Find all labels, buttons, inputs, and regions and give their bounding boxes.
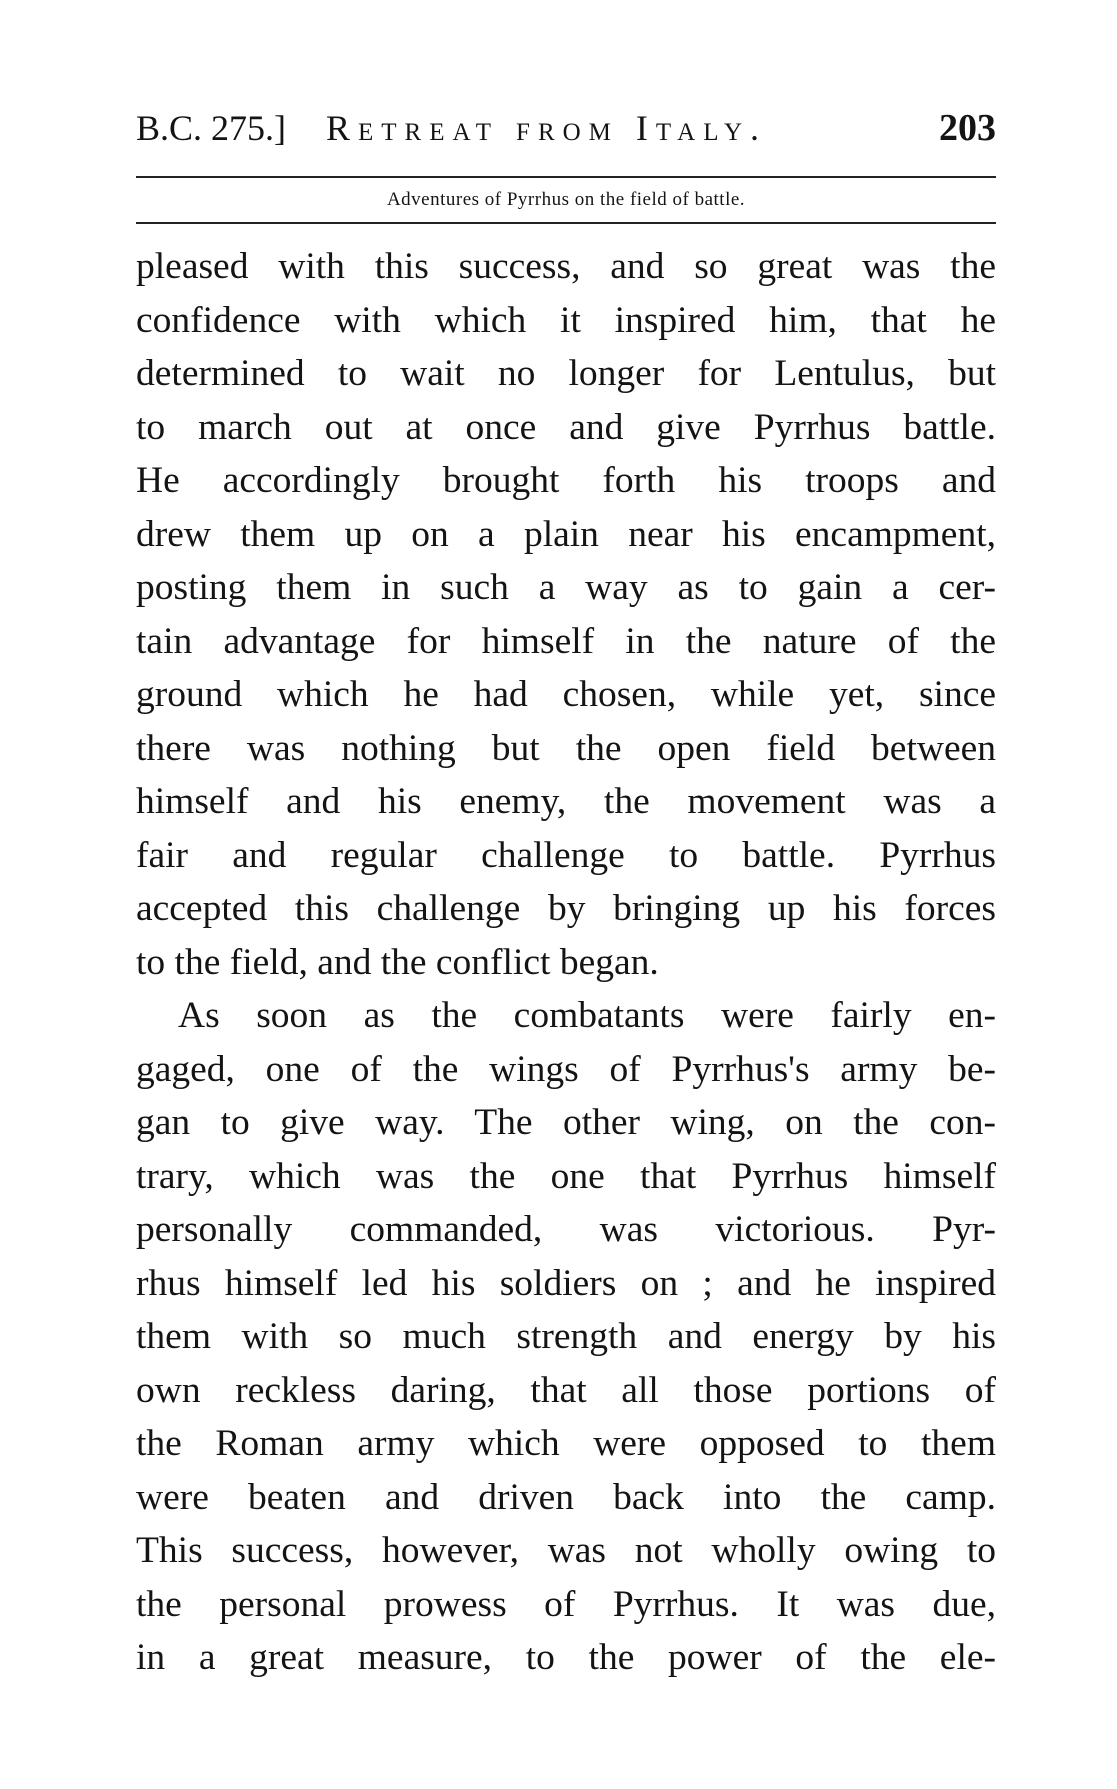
header-rule-top <box>136 176 996 178</box>
text-line: fair and regular challenge to battle. Pyrrhus <box>136 834 996 876</box>
text-line: accepted this challenge by bringing up his forces <box>136 888 996 929</box>
text-line: This success, however, was not wholly owing to <box>136 1530 996 1571</box>
text-line: determined to wait no longer for Lentulus, but <box>136 353 996 394</box>
text-line: As soon as the combatants were fairly en- <box>178 995 996 1036</box>
section-subheading: Adventures of Pyrrhus on the field of battle. <box>386 189 746 210</box>
text-line: He accordingly brought forth his troops and <box>136 460 996 501</box>
running-head-title: Retreat from Italy. <box>326 108 768 148</box>
running-head <box>136 103 996 153</box>
page-number: 203 <box>939 107 996 149</box>
text-line: in a great measure, to the power of the ele- <box>136 1637 996 1678</box>
text-line: personally commanded, was victorious. Pyr- <box>136 1209 996 1250</box>
paragraph-1 <box>136 240 996 989</box>
text-line: rhus himself led his soldiers on ; and he inspired <box>136 1262 996 1304</box>
text-line: trary, which was the one that Pyrrhus himself <box>136 1155 996 1197</box>
text-line: gaged, one of the wings of Pyrrhus's army be- <box>136 1048 996 1090</box>
text-line: tain advantage for himself in the nature of the <box>136 620 996 662</box>
text-line: posting them in such a way as to gain a cer- <box>136 567 996 608</box>
text-line: were beaten and driven back into the camp. <box>136 1476 996 1518</box>
text-line: own reckless daring, that all those portions of <box>136 1369 996 1411</box>
text-line: to the field, and the conflict began. <box>136 941 659 983</box>
text-line: the Roman army which were opposed to them <box>136 1423 996 1464</box>
body-text <box>136 240 996 1685</box>
text-line: gan to give way. The other wing, on the con- <box>136 1102 996 1143</box>
text-line: ground which he had chosen, while yet, since <box>136 674 996 715</box>
text-line: to march out at once and give Pyrrhus battle. <box>136 406 996 448</box>
text-line: there was nothing but the open field between <box>136 727 996 769</box>
text-line: pleased with this success, and so great was the <box>136 246 996 287</box>
text-line: confidence with which it inspired him, that he <box>136 299 996 341</box>
text-line: the personal prowess of Pyrrhus. It was due, <box>136 1583 996 1625</box>
paragraph-2 <box>136 989 996 1685</box>
text-line: himself and his enemy, the movement was a <box>136 781 996 822</box>
text-line: them with so much strength and energy by his <box>136 1316 996 1357</box>
running-head-date: B.C. 275.] <box>136 108 287 148</box>
header-rule-bottom <box>136 222 996 224</box>
text-line: drew them up on a plain near his encampment, <box>136 513 996 555</box>
